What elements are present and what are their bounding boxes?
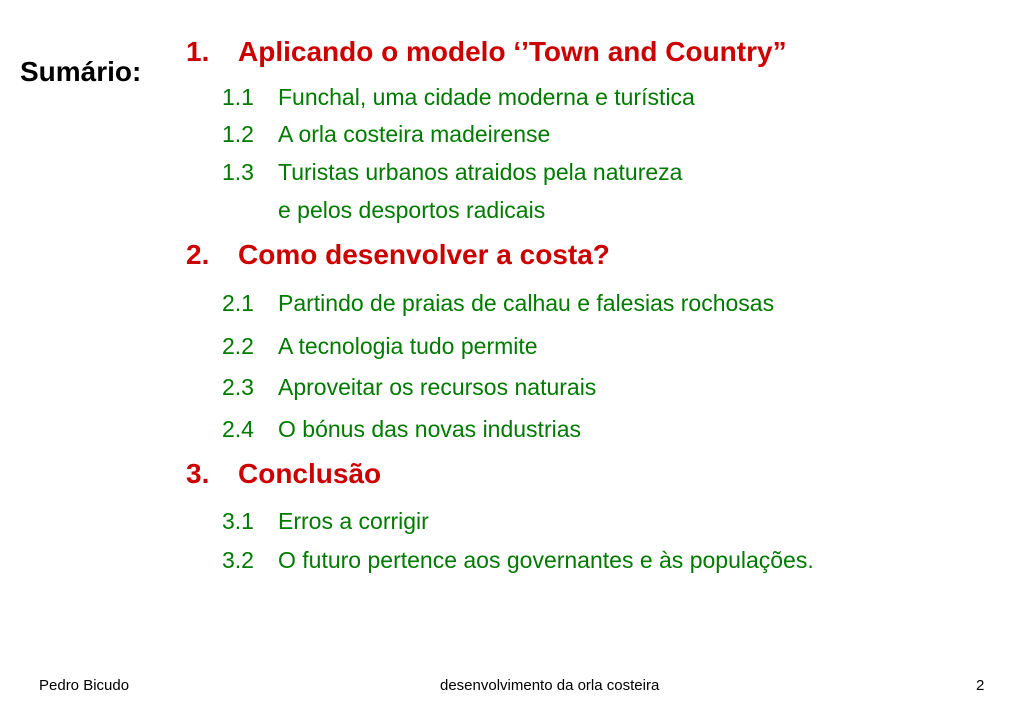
item-text: Funchal, uma cidade moderna e turística bbox=[278, 84, 695, 110]
item-text: Aproveitar os recursos naturais bbox=[278, 374, 597, 400]
footer-title: desenvolvimento da orla costeira bbox=[440, 677, 660, 694]
item-1-1 bbox=[222, 82, 695, 112]
item-text: Turistas urbanos atraidos pela natureza bbox=[278, 159, 683, 185]
item-1-2 bbox=[222, 119, 550, 149]
item-number: 2.1 bbox=[222, 290, 254, 316]
item-number: 2.3 bbox=[222, 374, 254, 400]
section-2-number: 2. bbox=[186, 239, 210, 270]
section-1-title: Aplicando o modelo ‘’Town and Country” bbox=[238, 36, 787, 67]
item-text: A tecnologia tudo permite bbox=[278, 333, 538, 359]
item-2-1 bbox=[222, 288, 774, 318]
item-number: 1.2 bbox=[222, 121, 254, 147]
item-text: Partindo de praias de calhau e falesias rochosas bbox=[278, 290, 775, 316]
item-text: A orla costeira madeirense bbox=[278, 121, 551, 147]
item-2-2 bbox=[222, 331, 538, 361]
section-1-number: 1. bbox=[186, 36, 210, 67]
item-number: 1.3 bbox=[222, 159, 254, 185]
item-3-2 bbox=[222, 545, 814, 575]
item-text: O futuro pertence aos governantes e às populações. bbox=[278, 547, 814, 573]
item-3-1 bbox=[222, 506, 429, 536]
item-1-3-continuation: e pelos desportos radicais bbox=[278, 197, 546, 223]
item-1-3 bbox=[222, 157, 682, 187]
footer-author: Pedro Bicudo bbox=[39, 677, 130, 694]
item-number: 2.4 bbox=[222, 416, 254, 442]
item-number: 3.2 bbox=[222, 547, 254, 573]
item-text: Erros a corrigir bbox=[278, 508, 429, 534]
item-number: 1.1 bbox=[222, 84, 254, 110]
section-3-number: 3. bbox=[186, 458, 210, 489]
section-2-heading bbox=[186, 238, 610, 272]
summary-title: Sumário: bbox=[20, 56, 142, 87]
section-2-title: Como desenvolver a costa? bbox=[238, 239, 610, 270]
section-3-title: Conclusão bbox=[238, 458, 382, 489]
item-number: 3.1 bbox=[222, 508, 254, 534]
item-number: 2.2 bbox=[222, 333, 254, 359]
item-text: O bónus das novas industrias bbox=[278, 416, 582, 442]
section-3-heading bbox=[186, 457, 381, 491]
item-2-4 bbox=[222, 414, 581, 444]
page-number: 2 bbox=[976, 677, 985, 694]
section-1-heading bbox=[186, 35, 787, 69]
item-2-3 bbox=[222, 372, 596, 402]
